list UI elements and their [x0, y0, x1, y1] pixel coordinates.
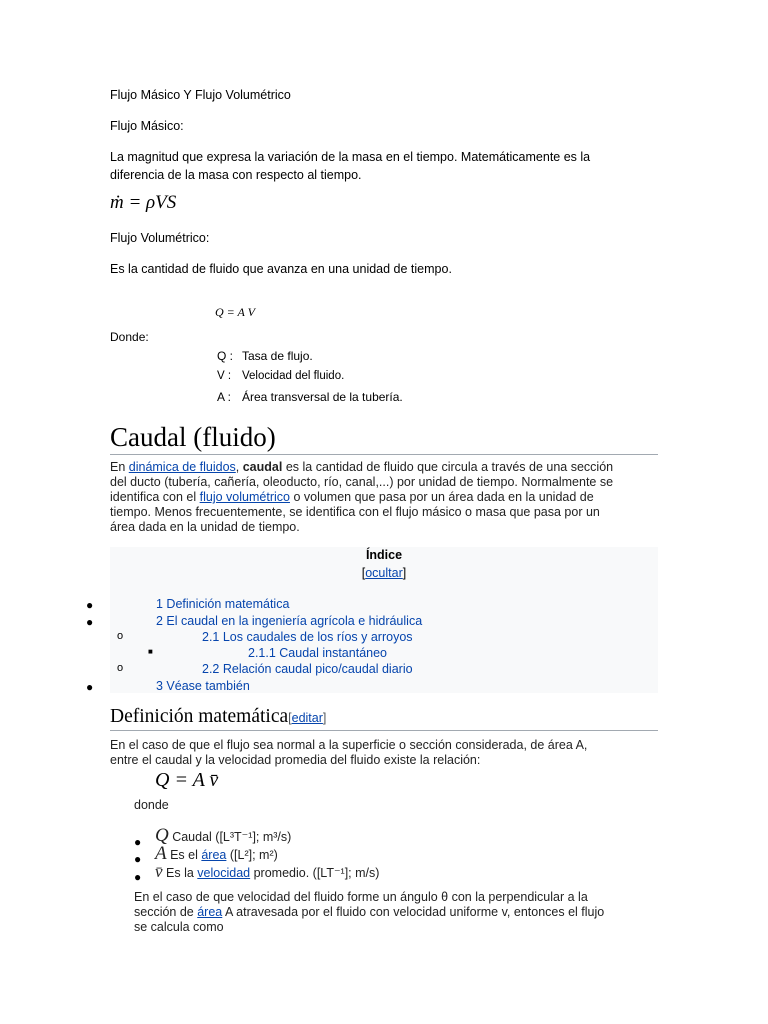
bullet-disc: ● [134, 835, 142, 849]
toc-item-ingenieria[interactable]: 2 El caudal en la ingeniería agrícola e hidráulica [156, 614, 423, 628]
toc-item-relacion[interactable]: 2.2 Relación caudal pico/caudal diario [202, 662, 413, 676]
link-dinamica-de-fluidos[interactable]: dinámica de fluidos [128, 460, 236, 474]
article-para-line-2: del ducto (tubería, cañería, oleoducto, río, canal,...) por unidad de tiempo. Normalmente se [110, 475, 614, 489]
article-para-line-5: área dada en la unidad de tiempo. [110, 520, 300, 534]
def-symbol: A : [217, 390, 232, 404]
link-area[interactable]: área [201, 848, 227, 862]
intro-title: Flujo Másico Y Flujo Volumétrico [110, 88, 291, 102]
var-v-item [155, 864, 379, 881]
article-para-line-1 [110, 460, 613, 475]
section-title: Definición matemática [110, 706, 289, 727]
toc-item-definicion[interactable]: 1 Definición matemática [156, 597, 290, 611]
text: o volumen que pasa por un área dada en la unidad de [289, 490, 594, 504]
bracket: ] [402, 566, 407, 580]
tail-line-2 [134, 905, 604, 920]
def-row-v [217, 370, 344, 382]
def-text: Velocidad del fluido. [242, 370, 345, 382]
def-row-a [217, 390, 403, 404]
section-line-2: entre el caudal y la velocidad promedia del fluido existe la relación: [110, 753, 481, 767]
var-desc: Caudal ([L³T⁻¹]; m³/s) [168, 830, 292, 844]
bullet-disc: ● [86, 680, 94, 694]
link-flujo-volumetrico[interactable]: flujo volumétrico [199, 490, 290, 504]
def-symbol: Q : [217, 349, 234, 363]
donde-text: donde [134, 798, 169, 812]
var-desc-post: promedio. ([LT⁻¹]; m/s) [250, 866, 380, 880]
bullet-disc: ● [86, 615, 94, 629]
vol-formula: Q = A V [215, 305, 255, 319]
article-title: Caudal (fluido) [110, 420, 658, 455]
edit-bracket: ] [322, 711, 327, 725]
var-q-item [155, 825, 292, 846]
def-row-q [217, 349, 313, 363]
mass-flow-text-2: diferencia de la masa con respecto al tiempo. [110, 168, 362, 182]
bullet-circle: o [117, 630, 124, 642]
bullet-disc: ● [86, 598, 94, 612]
var-a-item [155, 843, 278, 864]
text: identifica con el [110, 490, 200, 504]
toc-toggle [110, 566, 658, 580]
edit-link[interactable]: editar [291, 711, 323, 725]
bullet-circle: o [117, 662, 124, 674]
donde-label: Donde: [110, 330, 149, 344]
def-symbol: V : [217, 370, 232, 382]
text: En [110, 460, 129, 474]
bracket: [ [361, 566, 366, 580]
edit-bracket: [ [288, 711, 292, 725]
var-symbol: A [155, 843, 167, 864]
var-desc: Es la [162, 866, 198, 880]
tail-line-1: En el caso de que velocidad del fluido forme un ángulo θ con la perpendicular a la [134, 890, 588, 904]
var-desc-post: ([L²]; m²) [226, 848, 278, 862]
article-para-line-4: tiempo. Menos frecuentemente, se identifica con el flujo másico o masa que pasa por un [110, 505, 600, 519]
bullet-square: ■ [148, 647, 153, 656]
var-symbol: v̄ [155, 862, 163, 881]
bold-caudal: caudal [242, 460, 283, 474]
toc-item-instantaneo[interactable]: 2.1.1 Caudal instantáneo [248, 646, 387, 660]
section-formula: Q = A v̄ [155, 769, 219, 791]
toc-item-rios[interactable]: 2.1 Los caudales de los ríos y arroyos [202, 630, 413, 644]
link-velocidad[interactable]: velocidad [197, 866, 251, 880]
vol-flow-heading: Flujo Volumétrico: [110, 231, 210, 245]
mass-flow-text-1: La magnitud que expresa la variación de la masa en el tiempo. Matemáticamente es la [110, 150, 591, 164]
toc-item-vease[interactable]: 3 Véase también [156, 679, 250, 693]
bullet-disc: ● [134, 852, 142, 866]
text: , [235, 460, 243, 474]
text: A atravesada por el fluido con velocidad uniforme v, entonces el flujo [222, 905, 605, 919]
var-symbol: Q [155, 825, 169, 846]
text: es la cantidad de fluido que circula a través de una sección [282, 460, 614, 474]
tail-line-3: se calcula como [134, 920, 224, 934]
section-line-1: En el caso de que el flujo sea normal a la superficie o sección considerada, de área A, [110, 738, 588, 752]
mass-flow-formula: ṁ = ρVS [110, 192, 177, 213]
vol-flow-text: Es la cantidad de fluido que avanza en una unidad de tiempo. [110, 262, 452, 276]
toc-title: Índice [365, 548, 403, 562]
bullet-disc: ● [134, 870, 142, 884]
link-area-2[interactable]: área [197, 905, 223, 919]
section-heading [110, 706, 658, 731]
mass-flow-heading: Flujo Másico: [110, 119, 184, 133]
text: sección de [134, 905, 198, 919]
def-text: Área transversal de la tubería. [242, 390, 403, 404]
var-desc: Es el [166, 848, 202, 862]
def-text: Tasa de flujo. [242, 349, 313, 363]
toc-hide-link[interactable]: ocultar [365, 566, 403, 580]
article-para-line-3 [110, 490, 594, 505]
